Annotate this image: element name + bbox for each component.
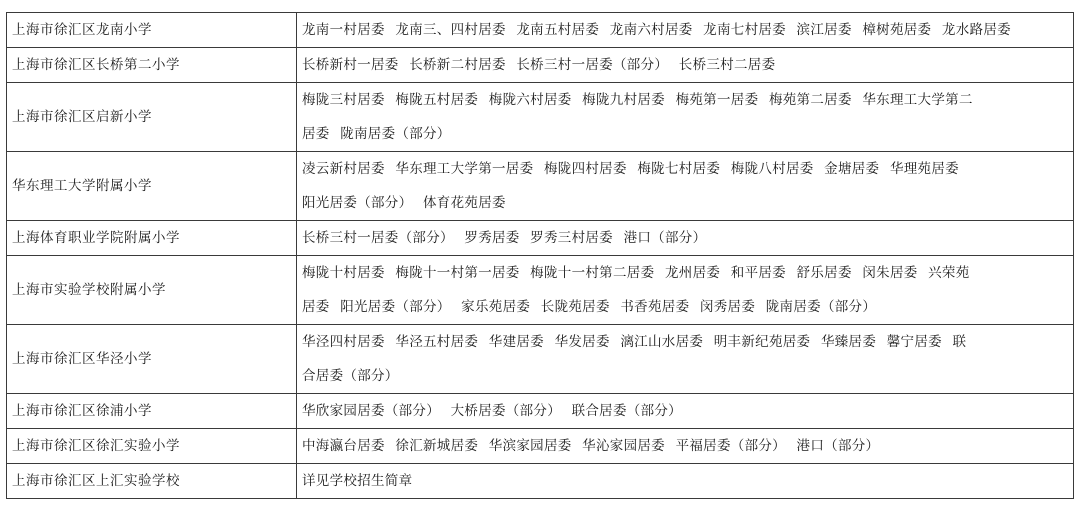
table-body — [7, 13, 1074, 499]
residential-area-cell — [297, 48, 1074, 83]
table-row — [7, 256, 1074, 325]
residential-area-line: 凌云新村居委 华东理工大学第一居委 梅陇四村居委 梅陇七村居委 梅陇八村居委 金塘居委 华理苑居委 — [302, 161, 959, 177]
residential-area-cell — [297, 13, 1074, 48]
table-row — [7, 152, 1074, 221]
table-row — [7, 429, 1074, 464]
school-name-cell: 上海体育职业学院附属小学 — [7, 221, 297, 256]
school-zone-table — [6, 12, 1074, 499]
school-name-cell: 上海市徐汇区长桥第二小学 — [7, 48, 297, 83]
residential-area-cell — [297, 429, 1074, 464]
residential-area-line: 居委 陇南居委（部分） — [302, 126, 451, 142]
school-name-cell: 上海市徐汇区上汇实验学校 — [7, 464, 297, 499]
school-name-cell: 上海市徐汇区徐浦小学 — [7, 394, 297, 429]
residential-area-line: 中海瀛台居委 徐汇新城居委 华滨家园居委 华沁家园居委 平福居委（部分） 港口（部分） — [302, 438, 880, 454]
school-name-cell: 上海市徐汇区华泾小学 — [7, 325, 297, 394]
school-name-cell: 上海市徐汇区徐汇实验小学 — [7, 429, 297, 464]
table-row — [7, 48, 1074, 83]
residential-area-cell — [297, 325, 1074, 394]
residential-area-cell — [297, 221, 1074, 256]
residential-area-line: 长桥新村一居委 长桥新二村居委 长桥三村一居委（部分） 长桥三村二居委 — [302, 57, 776, 73]
school-name-cell: 上海市实验学校附属小学 — [7, 256, 297, 325]
residential-area-cell — [297, 83, 1074, 152]
residential-area-cell — [297, 464, 1074, 499]
residential-area-line: 龙南一村居委 龙南三、四村居委 龙南五村居委 龙南六村居委 龙南七村居委 滨江居委 樟树苑居委 龙水路居委 — [302, 22, 1011, 38]
residential-area-line: 梅陇三村居委 梅陇五村居委 梅陇六村居委 梅陇九村居委 梅苑第一居委 梅苑第二居委 华东理工大学第二 — [302, 92, 973, 108]
residential-area-cell — [297, 256, 1074, 325]
table-row — [7, 83, 1074, 152]
table-row — [7, 325, 1074, 394]
table-row — [7, 394, 1074, 429]
residential-area-line: 居委 阳光居委（部分） 家乐苑居委 长陇苑居委 书香苑居委 闵秀居委 陇南居委（部分） — [302, 299, 877, 315]
school-name-cell: 上海市徐汇区龙南小学 — [7, 13, 297, 48]
table-row — [7, 464, 1074, 499]
residential-area-line: 华泾四村居委 华泾五村居委 华建居委 华发居委 漓江山水居委 明丰新纪苑居委 华臻居委 馨宁居委 联 — [302, 334, 967, 350]
residential-area-line: 阳光居委（部分） 体育花苑居委 — [302, 195, 506, 211]
table-row — [7, 221, 1074, 256]
school-name-cell: 华东理工大学附属小学 — [7, 152, 297, 221]
residential-area-cell — [297, 152, 1074, 221]
residential-area-line: 梅陇十村居委 梅陇十一村第一居委 梅陇十一村第二居委 龙州居委 和平居委 舒乐居委 闵朱居委 兴荣苑 — [302, 265, 970, 281]
residential-area-line: 详见学校招生简章 — [302, 473, 413, 489]
table-row — [7, 13, 1074, 48]
residential-area-line: 合居委（部分） — [302, 368, 399, 384]
residential-area-cell — [297, 394, 1074, 429]
school-name-cell: 上海市徐汇区启新小学 — [7, 83, 297, 152]
residential-area-line: 长桥三村一居委（部分） 罗秀居委 罗秀三村居委 港口（部分） — [302, 230, 707, 246]
residential-area-line: 华欣家园居委（部分） 大桥居委（部分） 联合居委（部分） — [302, 403, 682, 419]
